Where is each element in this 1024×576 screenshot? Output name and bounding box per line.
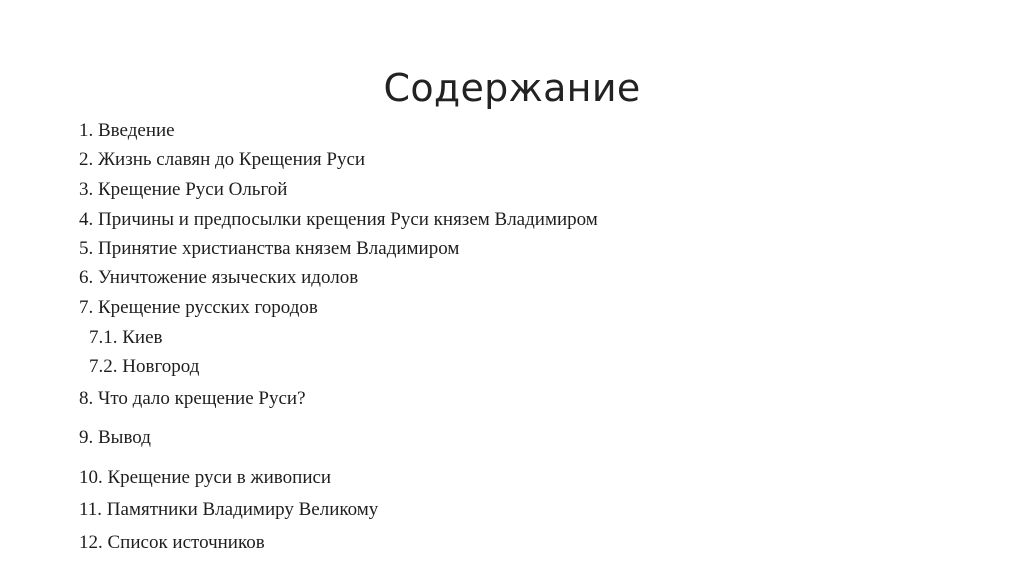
toc-item-3: 3. Крещение Руси Ольгой: [79, 179, 288, 200]
toc-item-12: 12. Список источников: [79, 532, 265, 553]
toc-item-1: 1. Введение: [79, 120, 175, 141]
toc-item-7-1: 7.1. Киев: [89, 327, 163, 348]
toc-item-7-2: 7.2. Новгород: [89, 356, 200, 377]
toc-item-10: 10. Крещение руси в живописи: [79, 467, 332, 488]
slide-title: Содержание: [383, 66, 641, 110]
toc-item-2: 2. Жизнь славян до Крещения Руси: [79, 149, 366, 170]
toc-item-5: 5. Принятие христианства князем Владимиром: [79, 238, 460, 259]
toc-item-4: 4. Причины и предпосылки крещения Руси князем Владимиром: [79, 209, 598, 230]
toc-item-6: 6. Уничтожение языческих идолов: [79, 267, 359, 288]
toc-item-9: 9. Вывод: [79, 427, 151, 448]
toc-item-11: 11. Памятники Владимиру Великому: [79, 499, 379, 520]
toc-item-7: 7. Крещение русских городов: [79, 297, 318, 318]
toc-item-8: 8. Что дало крещение Руси?: [79, 388, 306, 409]
